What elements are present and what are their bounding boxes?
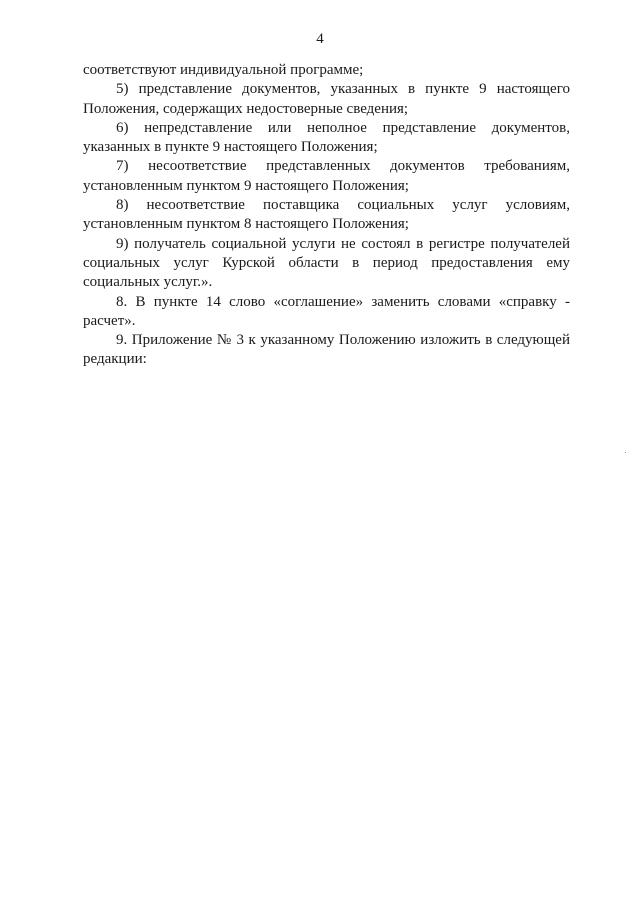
paragraph-item-5: 5) представление документов, указанных в пункте 9 настоящего Положения, содержащих недостоверные сведения; — [83, 81, 570, 117]
paragraph-item-9: 9) получатель социальной услуги не состоял в регистре получателей социальных услуг Курской области в период предоставления ему социальных услуг.». — [83, 235, 570, 291]
paragraph-continuation: соответствуют индивидуальной программе; — [83, 62, 364, 78]
document-body — [83, 61, 570, 370]
paragraph-item-8: 8) несоответствие поставщика социальных услуг условиям, установленным пунктом 8 настоящего Положения; — [83, 197, 570, 233]
paragraph-item-6: 6) непредставление или неполное представление документов, указанных в пункте 9 настоящего Положения; — [83, 119, 570, 156]
paragraph-item-7: 7) несоответствие представленных документов требованиям, установленным пунктом 9 настоящего Положения; — [83, 158, 570, 194]
scan-speck — [625, 452, 626, 453]
paragraph-clause-8: 8. В пункте 14 слово «соглашение» заменить словами «справку - расчет». — [83, 293, 570, 329]
paragraph-clause-9: 9. Приложение № 3 к указанному Положению изложить в следующей редакции: — [83, 332, 570, 368]
page-number: 4 — [316, 31, 324, 47]
